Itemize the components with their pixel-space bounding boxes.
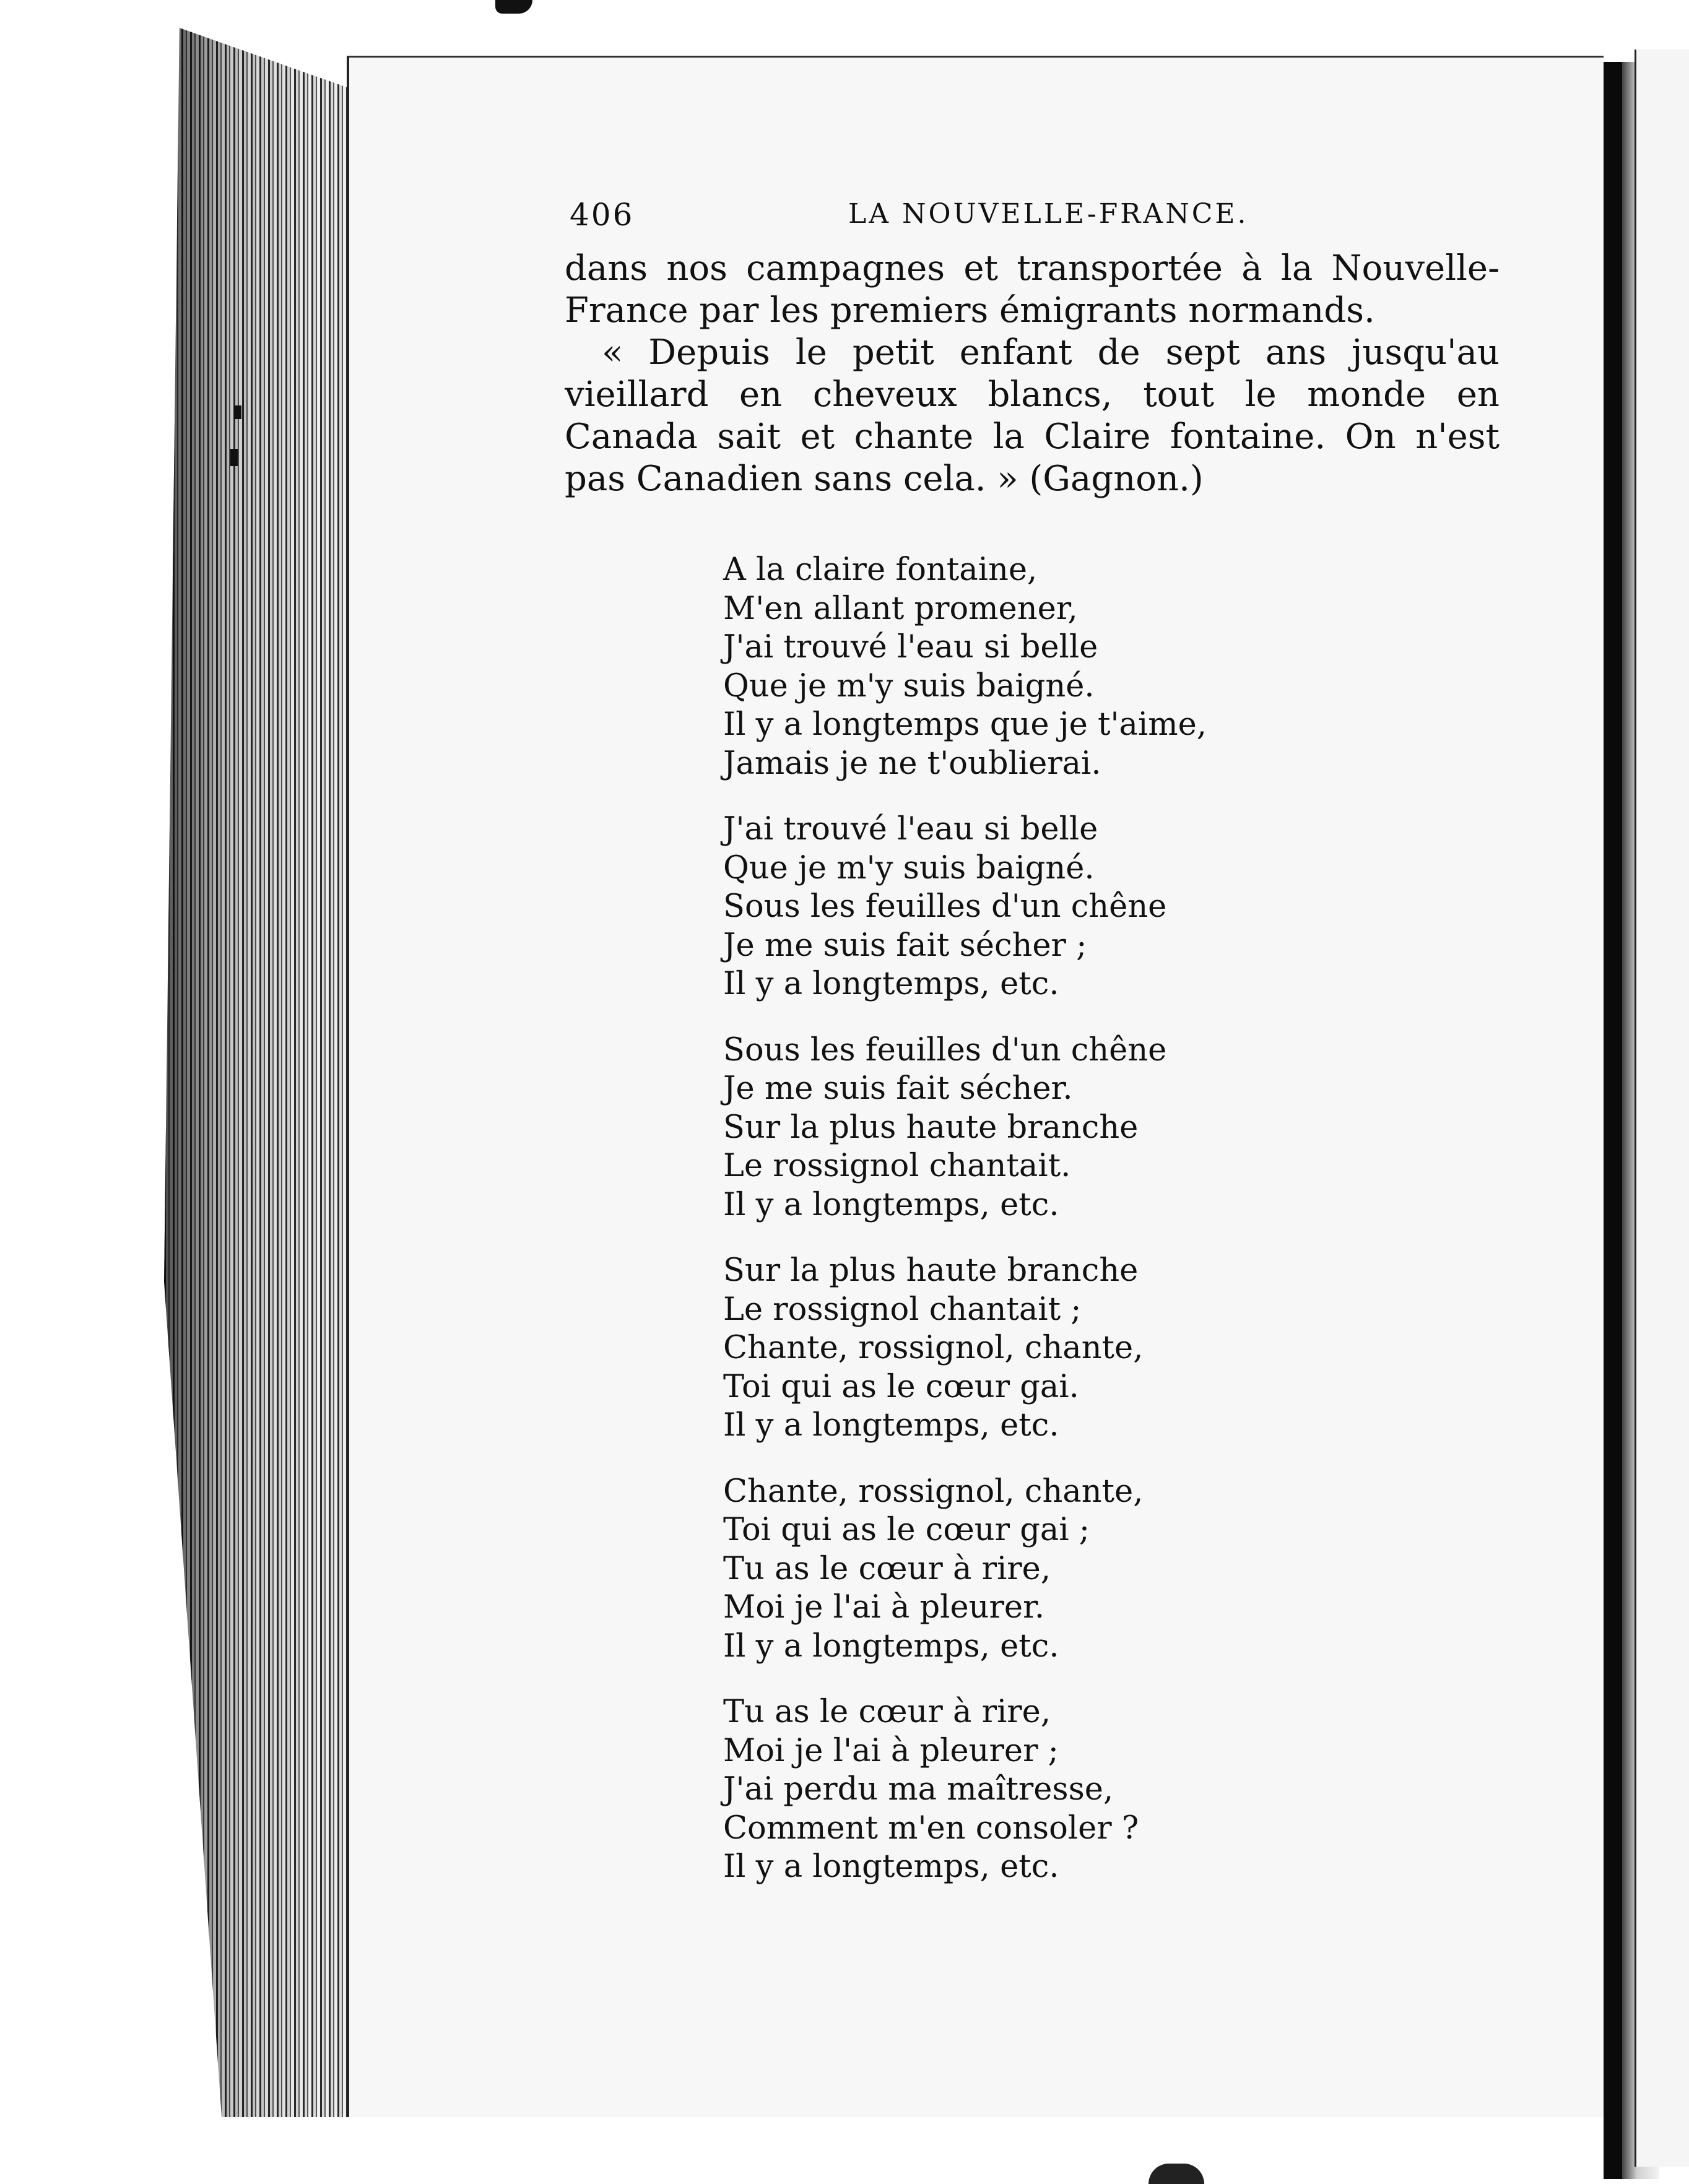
verse-line: Que je m'y suis baigné. [723, 849, 1095, 886]
stanza [723, 810, 1280, 1004]
running-title: LA NOUVELLE-FRANCE. [848, 198, 1249, 230]
verse-line: Le rossignol chantait. [723, 1148, 1071, 1184]
margin-mark [230, 449, 238, 466]
verse-line: Il y a longtemps que je t'aime, [723, 706, 1207, 743]
facing-page-edge [1635, 50, 1689, 2167]
verse-line: J'ai perdu ma maîtresse, [723, 1771, 1114, 1808]
prose-block [565, 248, 1500, 500]
verse-line: Je me suis fait sécher ; [723, 927, 1087, 964]
verse-line: Le rossignol chantait ; [723, 1291, 1082, 1328]
verse-line: Sous les feuilles d'un chêne [723, 1031, 1167, 1068]
paragraph: « Depuis le petit enfant de sept ans jusqu'au vieillard en cheveux blancs, tout le monde en Canada sait et chante la Claire fontaine. On n'est pas Canadien sans cela. » (Gagnon.) [565, 332, 1500, 499]
verse-line: Sur la plus haute branche [723, 1252, 1139, 1289]
verse-line: Il y a longtemps, etc. [723, 966, 1059, 1002]
verse-line: Sur la plus haute branche [723, 1109, 1139, 1146]
verse-line: Tu as le cœur à rire, [723, 1694, 1051, 1730]
margin-mark [234, 405, 241, 419]
verse-line: Que je m'y suis baigné. [723, 667, 1095, 704]
verse-line: Moi je l'ai à pleurer ; [723, 1732, 1059, 1769]
stanza [723, 1031, 1280, 1225]
verse-line: J'ai trouvé l'eau si belle [723, 629, 1098, 665]
verse-line: Moi je l'ai à pleurer. [723, 1589, 1045, 1626]
verse-line: Chante, rossignol, chante, [723, 1473, 1144, 1510]
stanza [723, 1252, 1280, 1445]
book-binding [1604, 62, 1622, 2179]
verse-line: Il y a longtemps, etc. [723, 1186, 1059, 1223]
poem [723, 551, 1280, 1914]
stanza [723, 551, 1280, 783]
verse-line: Jamais je ne t'oublierai. [723, 745, 1101, 782]
stanza [723, 1473, 1280, 1666]
verse-line: A la claire fontaine, [723, 552, 1038, 588]
verse-line: Il y a longtemps, etc. [723, 1627, 1059, 1665]
stanza [723, 1693, 1280, 1887]
verse-line: Toi qui as le cœur gai ; [723, 1512, 1090, 1548]
verse-line: Je me suis fait sécher. [723, 1070, 1073, 1107]
verse-line: Tu as le cœur à rire, [723, 1550, 1051, 1587]
verse-line: Toi qui as le cœur gai. [723, 1368, 1079, 1405]
verse-line: Il y a longtemps, etc. [723, 1407, 1059, 1444]
verse-line: J'ai trouvé l'eau si belle [723, 811, 1098, 847]
page-number: 406 [570, 197, 635, 233]
paragraph: dans nos campagnes et transportée à la Nouvelle-France par les premiers émigrants normands. [565, 248, 1500, 331]
verse-line: Sous les feuilles d'un chêne [723, 888, 1167, 925]
running-head [570, 197, 1257, 234]
verse-line: Chante, rossignol, chante, [723, 1330, 1144, 1366]
verse-line: M'en allant promener, [723, 590, 1078, 627]
verse-line: Il y a longtemps, etc. [723, 1848, 1059, 1885]
verse-line: Comment m'en consoler ? [723, 1809, 1139, 1847]
